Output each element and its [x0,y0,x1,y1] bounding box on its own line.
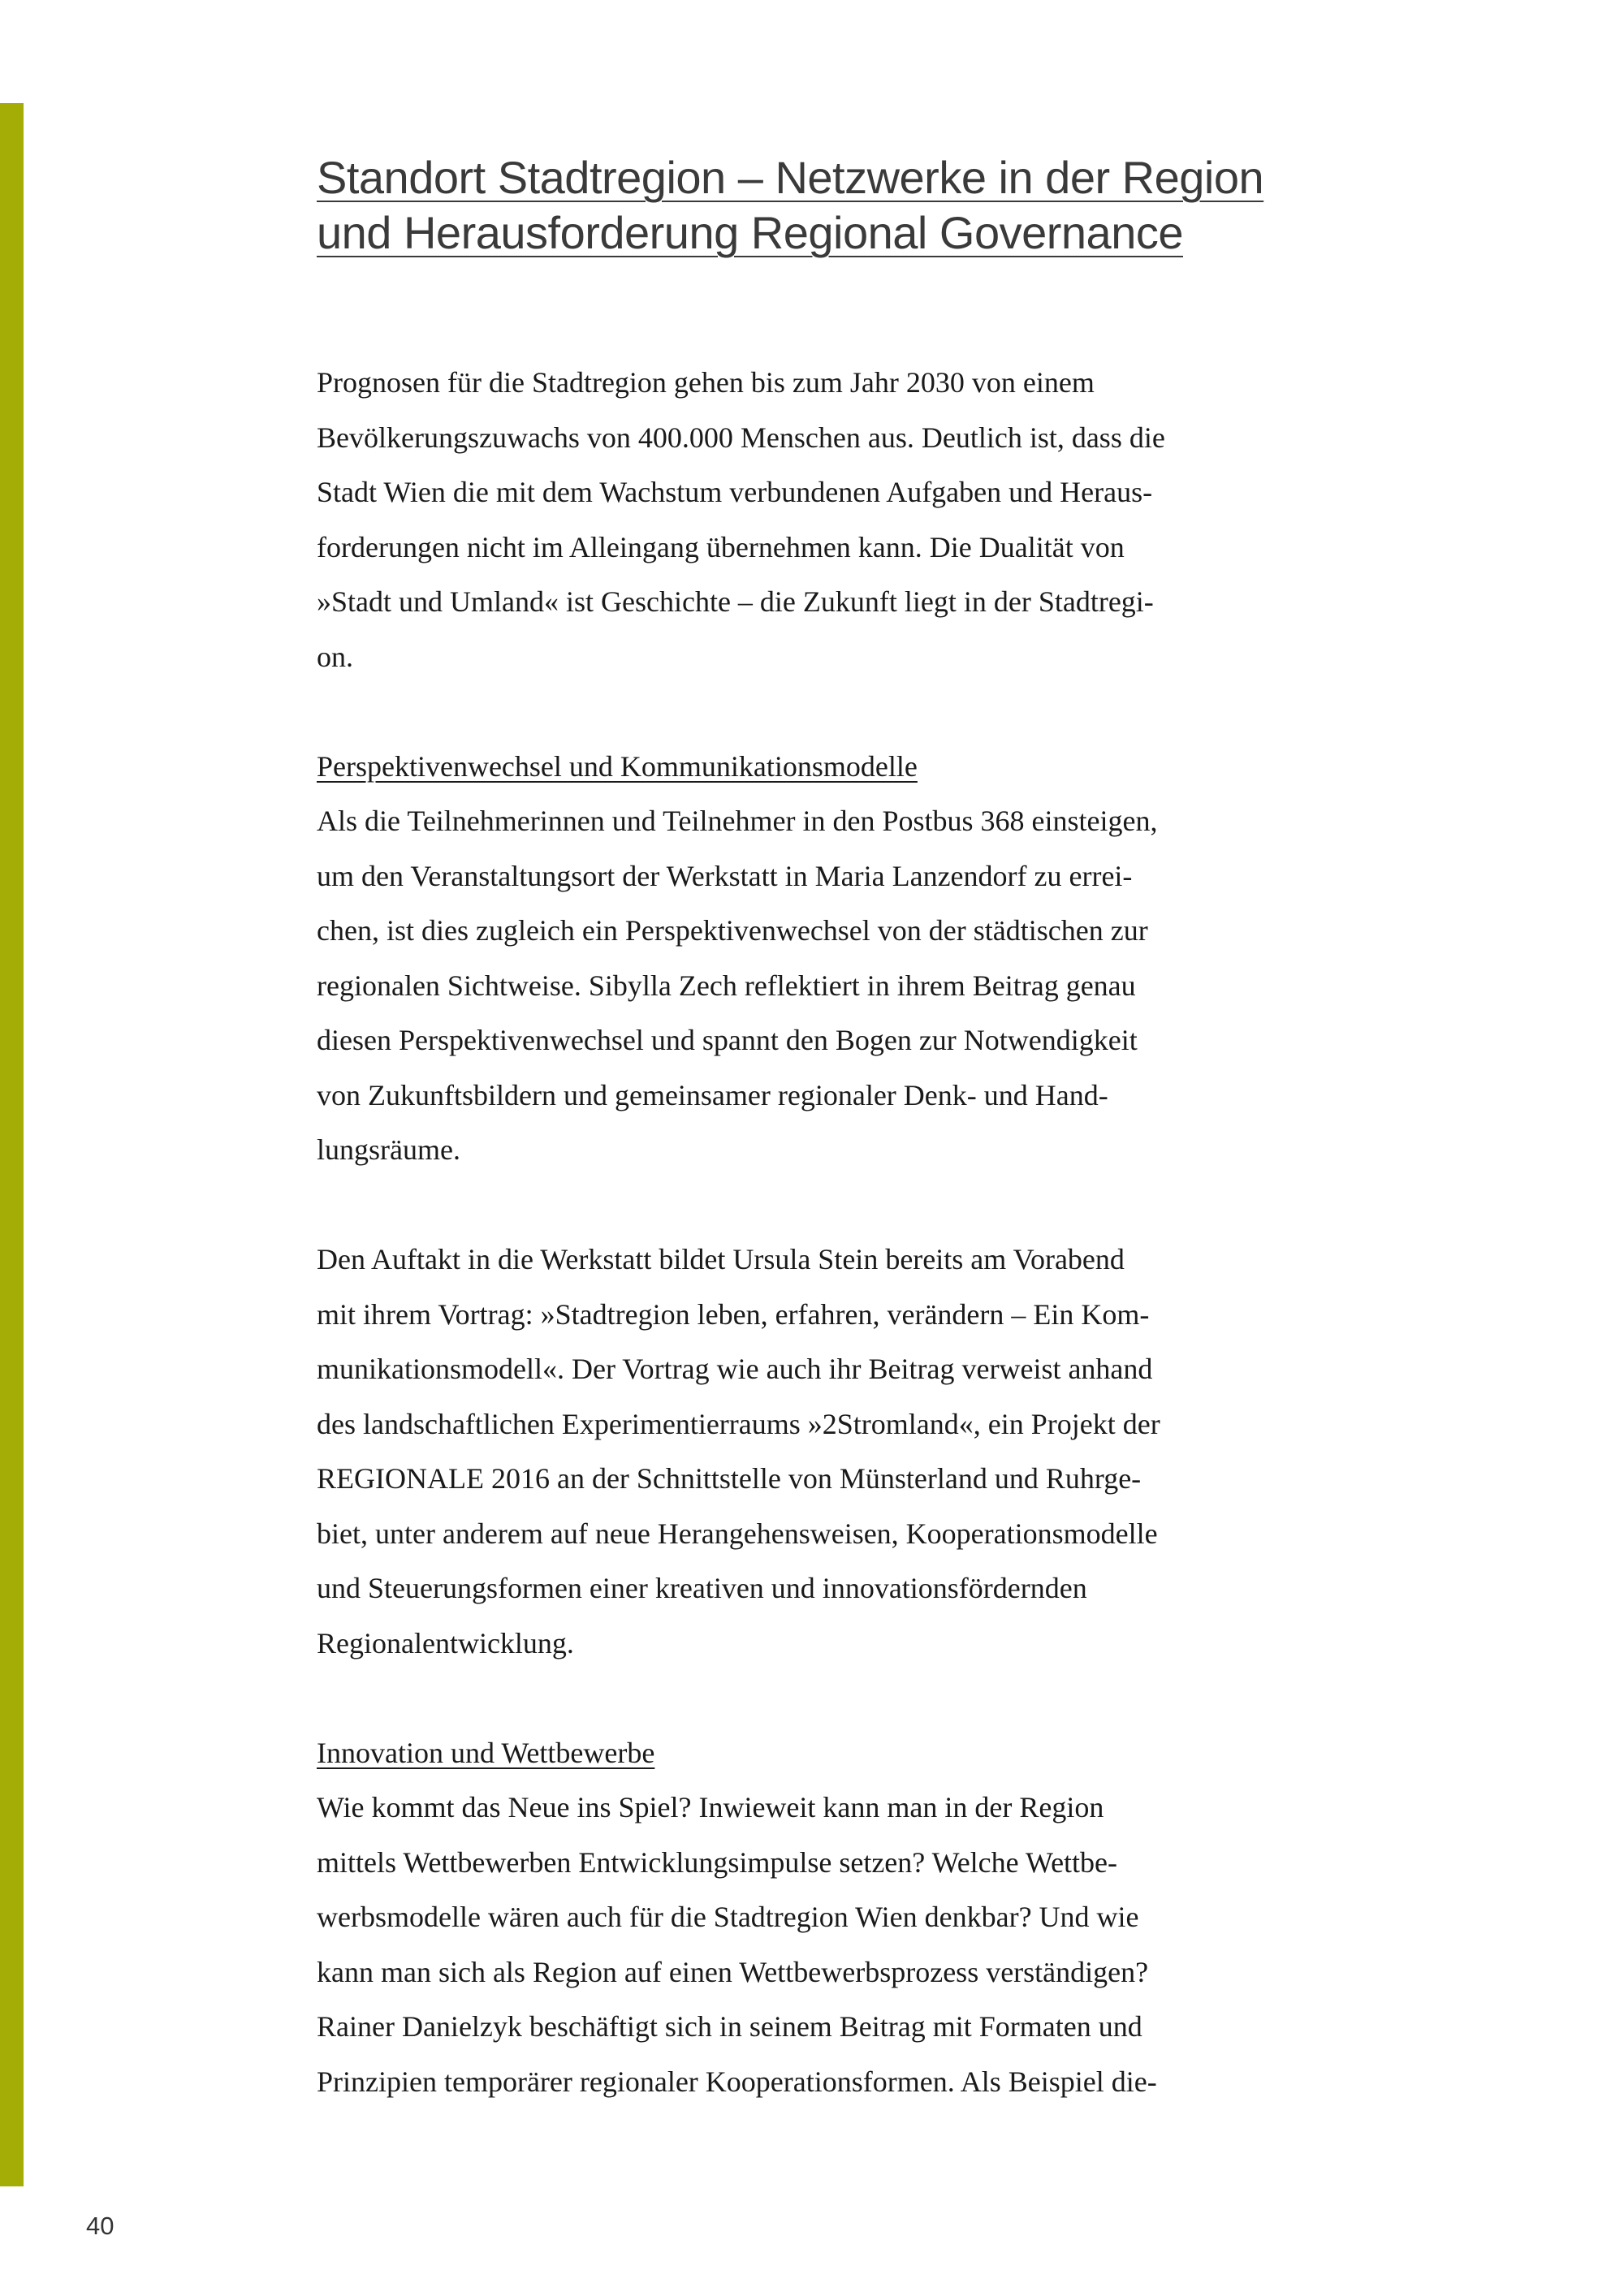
text-line: werbsmodelle wären auch für die Stadtregion Wien denkbar? Und wie [317,1901,1139,1933]
text-line: lungsräume. [317,1133,460,1166]
page-number: 40 [86,2212,114,2240]
text-line: Als die Teilnehmerinnen und Teilnehmer in den Postbus 368 einsteigen, [317,805,1158,837]
text-line: biet, unter anderem auf neue Herangehensweisen, Kooperationsmodelle [317,1517,1158,1550]
section-paragraph [317,1232,1291,1671]
intro-paragraph [317,356,1291,684]
page-content [317,150,1291,2109]
text-line: »Stadt und Umland« ist Geschichte – die Zukunft liegt in der Stadtregi- [317,585,1154,618]
text-line: Prognosen für die Stadtregion gehen bis zum Jahr 2030 von einem [317,366,1095,399]
text-line: von Zukunftsbildern und gemeinsamer regionaler Denk- und Hand- [317,1078,1108,1111]
text-line: mit ihrem Vortrag: »Stadtregion leben, erfahren, verändern – Ein Kom- [317,1297,1150,1331]
text-line: munikationsmodell«. Der Vortrag wie auch ihr Beitrag verweist anhand [317,1353,1153,1385]
text-line: forderungen nicht im Alleingang übernehmen kann. Die Dualität von [317,530,1125,563]
text-line: Rainer Danielzyk beschäftigt sich in seinem Beitrag mit Formaten und [317,2010,1142,2043]
text-line: chen, ist dies zugleich ein Perspektivenwechsel von der städtischen zur [317,914,1148,947]
text-line: Stadt Wien die mit dem Wachstum verbundenen Aufgaben und Heraus- [317,476,1153,508]
text-line: Prinzipien temporärer regionaler Kooperationsformen. Als Beispiel die- [317,2065,1157,2098]
page-title [317,150,1291,261]
text-line: des landschaftlichen Experimentierraums »2Stromland«, ein Projekt der [317,1407,1160,1440]
text-line: Regionalentwicklung. [317,1626,574,1659]
text-line: Wie kommt das Neue ins Spiel? Inwieweit kann man in der Region [317,1791,1104,1823]
text-line: kann man sich als Region auf einen Wettbewerbsprozess verständigen? [317,1955,1149,1988]
page-title-line-2: und Herausforderung Regional Governance [317,207,1183,258]
section-innovation [317,1726,1291,2110]
section-paragraph [317,1780,1291,2109]
text-line: diesen Perspektivenwechsel und spannt den Bogen zur Notwendigkeit [317,1024,1138,1056]
section-perspektivenwechsel [317,740,1291,1672]
text-line: Bevölkerungszuwachs von 400.000 Menschen aus. Deutlich ist, dass die [317,421,1165,454]
accent-sidebar [0,103,24,2186]
text-line: on. [317,640,353,673]
text-line: und Steuerungsformen einer kreativen und innovationsfördernden [317,1572,1087,1604]
text-line: Den Auftakt in die Werkstatt bildet Ursula Stein bereits am Vorabend [317,1243,1125,1275]
text-line: um den Veranstaltungsort der Werkstatt in Maria Lanzendorf zu errei- [317,859,1133,892]
text-line: regionalen Sichtweise. Sibylla Zech reflektiert in ihrem Beitrag genau [317,969,1136,1002]
text-line: REGIONALE 2016 an der Schnittstelle von Münsterland und Ruhrge- [317,1462,1142,1495]
page-title-line-1: Standort Stadtregion – Netzwerke in der Region [317,152,1264,203]
section-heading: Innovation und Wettbewerbe [317,1736,655,1769]
section-paragraph [317,794,1291,1178]
text-line: mittels Wettbewerben Entwicklungsimpulse setzen? Welche Wettbe- [317,1845,1118,1879]
section-heading: Perspektivenwechsel und Kommunikationsmodelle [317,749,918,783]
